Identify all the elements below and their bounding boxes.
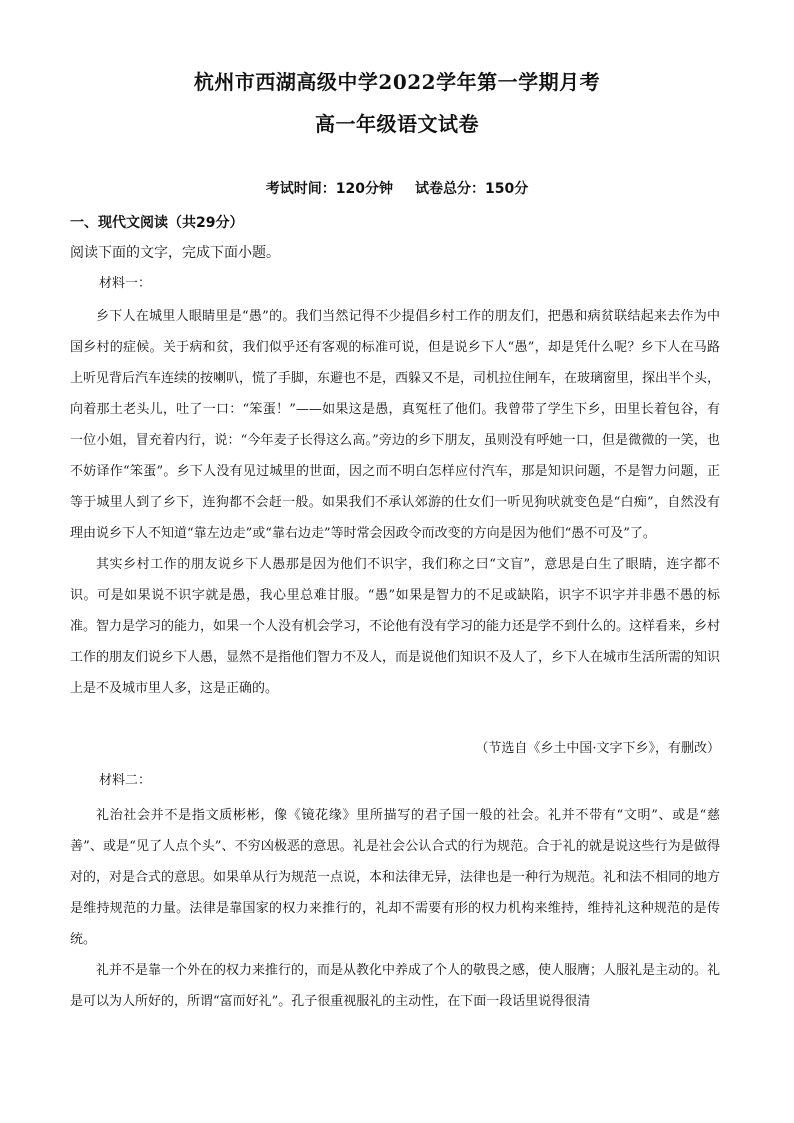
- material-2-paragraph-1: 礼治社会并不是指文质彬彬，像《镜花缘》里所描写的君子国一般的社会。礼并不带有“文明”、或是“慈善”、或是“见了人点个头”、不穷凶极恶的意思。礼是社会公认合式的行为规范。合于礼的就是说这些行为是做得对的，对是合式的意思。如果单从行为规范一点说，本和法律无异，法律也是一种行为规范。礼和法不相同的地方是维持规范的力量。法律是靠国家的权力来推行的，礼却不需要有形的权力机构来维持，维持礼这种规范的是传统。: [70, 808, 721, 947]
- exam-title: 杭州市西湖高级中学2022学年第一学期月考: [193, 70, 601, 94]
- material-2-body: [70, 800, 720, 1017]
- exam-score: 试卷总分：150分: [415, 181, 529, 197]
- section-instruction: 阅读下面的文字，完成下面小题。: [70, 245, 280, 261]
- exam-info: [0, 178, 794, 200]
- material-1-paragraph-2: 其实乡村工作的朋友说乡下人愚那是因为他们不识字，我们称之曰“文盲”，意思是白生了眼睛，连字都不识。可是如果说不识字就是愚，我心里总难甘服。“愚”如果是智力的不足或缺陷，识字不识字并非愚不愚的标准。智力是学习的能力，如果一个人没有机会学习，不论他有没有学习的能力还是学不到什么的。这样看来，乡村工作的朋友们说乡下人愚，显然不是指他们智力不及人，而是说他们知识不及人了，乡下人在城市生活所需的知识上是不及城市里人多，这是正确的。: [70, 557, 721, 696]
- material-1-label: 材料一：: [99, 276, 152, 291]
- exam-subtitle: 高一年级语文试卷: [315, 112, 479, 136]
- section-heading: 一、现代文阅读（共29分）: [70, 215, 244, 231]
- material-2-paragraph-2: 礼并不是靠一个外在的权力来推行的，而是从教化中养成了个人的敬畏之感，使人服膺；人服礼是主动的。礼是可以为人所好的，所谓“富而好礼”。孔子很重视服礼的主动性，在下面一段话里说得很清: [70, 963, 721, 1009]
- material-1-source: （节选自《乡土中国·文字下乡》，有删改）: [475, 741, 720, 756]
- material-1-body: [70, 301, 720, 704]
- material-1-paragraph-1: 乡下人在城里人眼睛里是“愚”的。我们当然记得不少提倡乡村工作的朋友们，把愚和病贫联结起来去作为中国乡村的症候。关于病和贫，我们似乎还有客观的标准可说，但是说乡下人“愚”，却是凭什么呢？乡下人在马路上听见背后汽车连续的按喇叭，慌了手脚，东避也不是，西躲又不是，司机拉住闸车，在玻璃窗里，探出半个头，向着那土老头儿，吐了一口：“笨蛋！”——如果这是愚，真冤枉了他们。我曾带了学生下乡，田里长着包谷，有一位小姐，冒充着内行，说：“今年麦子长得这么高。”旁边的乡下朋友，虽则没有呼她一口，但是微微的一笑，也不妨译作“笨蛋”。乡下人没有见过城里的世面，因之而不明白怎样应付汽车，那是知识问题，不是智力问题，正等于城里人到了乡下，连狗都不会赶一般。如果我们不承认郊游的仕女们一听见狗吠就变色是“白痴”，自然没有理由说乡下人不知道“靠左边走”或“靠右边走”等时常会因政令而改变的方向是因为他们“愚不可及”了。: [70, 309, 721, 541]
- exam-time: 考试时间：120分钟: [265, 181, 393, 197]
- material-2-label: 材料二：: [99, 773, 152, 788]
